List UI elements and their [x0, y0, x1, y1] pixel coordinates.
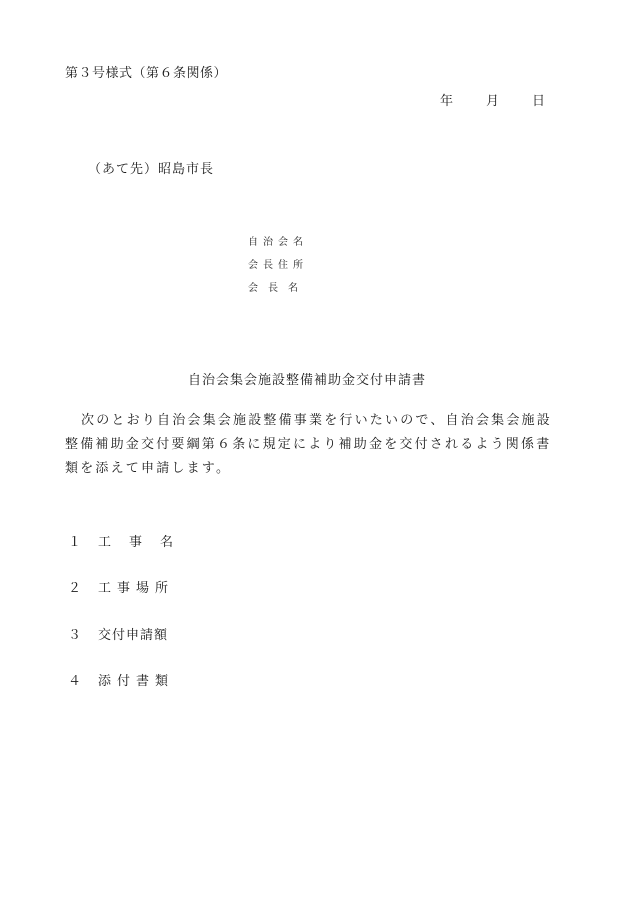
item-number: １ — [68, 535, 82, 550]
date-year-label: 年 — [440, 94, 454, 109]
date-line — [440, 90, 545, 109]
item-label: 工事場所 — [98, 581, 175, 596]
item-construction-name — [68, 531, 191, 550]
president-name-text: 会 長 名 — [248, 283, 298, 294]
president-name-label — [248, 279, 298, 294]
item-label: 交付申請額 — [98, 628, 169, 643]
president-address-label: 会長住所 — [248, 260, 308, 271]
item-requested-amount — [68, 624, 168, 643]
body-paragraph — [65, 409, 565, 481]
item-number: ３ — [68, 628, 82, 643]
item-attached-documents — [68, 670, 174, 689]
document-title: 自治会集会施設整備補助金交付申請書 — [188, 373, 427, 388]
item-label: 添付書類 — [98, 674, 175, 689]
form-number: 第３号様式（第６条関係） — [65, 66, 228, 81]
item-label: 工事名 — [98, 535, 192, 550]
association-name-label: 自治会名 — [248, 237, 308, 248]
item-number: ２ — [68, 581, 82, 596]
body-text: 次のとおり自治会集会施設整備事業を行いたいので、自治会集会施設整備補助金交付要綱第６条に規定により補助金を交付されるよう関係書類を添えて申請します。 — [65, 413, 552, 476]
addressee: （あて先）昭島市長 — [88, 162, 215, 177]
date-day-label: 日 — [532, 94, 546, 109]
item-construction-site — [68, 577, 174, 596]
date-month-label: 月 — [486, 94, 500, 109]
item-number: ４ — [68, 674, 82, 689]
